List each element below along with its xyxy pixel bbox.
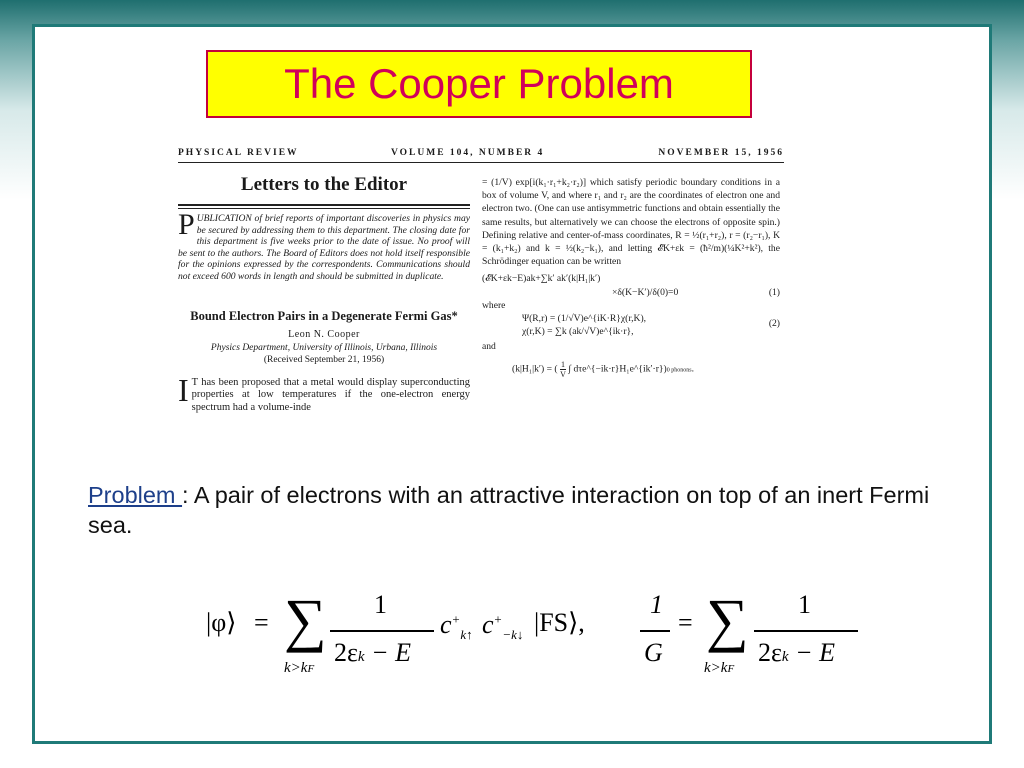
eq1-line2: ×δ(K−K′)/δ(0)=0 bbox=[612, 286, 679, 298]
sum-limit-right-sub: F bbox=[727, 663, 735, 675]
problem-statement bbox=[88, 480, 938, 540]
fraction-bar-g bbox=[640, 630, 670, 632]
sum-left: ∑ bbox=[284, 587, 327, 653]
den-left-minus-e: − E bbox=[364, 638, 412, 667]
denominator-left bbox=[334, 638, 411, 668]
eq3-fraction bbox=[560, 360, 566, 379]
article-author: Leon N. Cooper bbox=[288, 328, 360, 340]
denominator-right bbox=[758, 638, 835, 668]
creation-op-2 bbox=[482, 610, 523, 643]
and-label: and bbox=[482, 341, 496, 353]
eq1-line1: (𝓔K+εk−E)ak+∑k′ ak′(k|H₁|k′) bbox=[482, 273, 601, 285]
article-body bbox=[178, 371, 470, 415]
den-right-sub: k bbox=[781, 649, 789, 665]
eq3-integral: ∫ dτe^{−ik·r}H₁e^{ik′·r} bbox=[568, 363, 664, 375]
fraction-bar-left bbox=[330, 630, 434, 632]
fraction-bar-right bbox=[754, 630, 858, 632]
article-title: Bound Electron Pairs in a Degenerate Fermi Gas* bbox=[190, 308, 458, 323]
c2-sub: −k↓ bbox=[502, 627, 524, 643]
body-text: T has been proposed that a metal would display superconducting properties at low temperatures if the one-electron energy spectrum had a volume-inde bbox=[191, 376, 470, 413]
denominator-g: G bbox=[644, 638, 663, 667]
sum-limit-right bbox=[704, 660, 734, 677]
paper-left-column bbox=[178, 172, 470, 414]
right-column-text: = (1/V) exp[i(k₁·r₁+k₂·r₂)] which satisfy periodic boundary conditions in a box of volume V, and where r₁ and r₂ are the coordinates of electron one and electron two. (One can use antisymmetric functions and obtain essentially the same results, but alternatively we can choose the electrons of opposite spin.) Defining relative and center-of-mass coordinates, R = ½(r₁+r₂), r = (r₂−r₁), K = (k₁+k₂) and k = ½(k₂−k₁), and letting 𝓔K+εk = (ħ²/m)(¼K²+k²), the Schrödinger equation can be written bbox=[482, 177, 780, 268]
equals-left: = bbox=[254, 608, 269, 637]
journal-name: PHYSICAL REVIEW bbox=[178, 148, 299, 158]
paper-right-column bbox=[482, 176, 780, 379]
eq3-left: (k|H₁|k′) = ( bbox=[512, 363, 558, 375]
eq2-line1: Ψ(R,r) = (1/√V)e^{iK·R}χ(r,K), bbox=[522, 313, 647, 325]
eq2-line2: χ(r,K) = ∑k (ak/√V)e^{ik·r}, bbox=[522, 326, 634, 338]
equation-1 bbox=[482, 272, 780, 285]
scan-fade bbox=[176, 452, 786, 464]
eq3-frac-den: V bbox=[560, 369, 566, 379]
eq2-number: (2) bbox=[768, 318, 780, 330]
den-left-eps: 2ε bbox=[334, 638, 358, 667]
sum-limit-left bbox=[284, 660, 314, 677]
eq1-number: (1) bbox=[768, 286, 780, 298]
header-rule bbox=[178, 162, 784, 163]
eq3-period: . bbox=[691, 363, 694, 375]
den-left-sub: k bbox=[357, 649, 365, 665]
paper-scan bbox=[176, 142, 786, 464]
equals-right: = bbox=[678, 608, 693, 637]
ket-phi: |φ⟩ bbox=[206, 608, 237, 637]
equation-1-cont bbox=[482, 286, 780, 299]
numerator-left: 1 bbox=[374, 590, 387, 619]
sum-right: ∑ bbox=[706, 587, 749, 653]
creation-op-1 bbox=[440, 610, 473, 643]
problem-colon: : bbox=[182, 482, 194, 508]
editorial-notice bbox=[178, 208, 470, 283]
section-rule bbox=[178, 204, 470, 209]
sum-limit-left-text: k>k bbox=[284, 660, 308, 676]
eq3-frac-num: 1 bbox=[561, 359, 566, 369]
notice-dropcap: P bbox=[178, 208, 195, 241]
sum-limit-right-text: k>k bbox=[704, 660, 728, 676]
where-label: where bbox=[482, 299, 506, 311]
numerator-g: 1 bbox=[650, 590, 663, 619]
eq3-right: ) bbox=[663, 363, 667, 375]
problem-label: Problem bbox=[88, 482, 183, 508]
journal-volume: VOLUME 104, NUMBER 4 bbox=[391, 148, 545, 158]
body-dropcap: I bbox=[178, 371, 189, 408]
c1: c bbox=[440, 610, 452, 639]
c1-sup: + bbox=[451, 611, 461, 627]
c2: c bbox=[482, 610, 494, 639]
numerator-right: 1 bbox=[798, 590, 811, 619]
problem-text: A pair of electrons with an attractive interaction on top of an inert Fermi sea. bbox=[88, 482, 930, 538]
den-right-minus-e: − E bbox=[788, 638, 836, 667]
c1-sub: k↑ bbox=[460, 627, 473, 643]
cooper-equations bbox=[200, 586, 900, 696]
article-affiliation: Physics Department, University of Illinois, Urbana, Illinois bbox=[210, 342, 438, 353]
sum-limit-left-sub: F bbox=[307, 663, 315, 675]
section-title: Letters to the Editor bbox=[240, 174, 408, 195]
equation-3 bbox=[482, 360, 780, 379]
article-received: (Received September 21, 1956) bbox=[263, 354, 385, 365]
journal-date: NOVEMBER 15, 1956 bbox=[658, 148, 784, 158]
notice-text: UBLICATION of brief reports of important discoveries in physics may be secured by addressing them to this department. The closing date for this department is five weeks prior to the date of issue. No proof will be sent to the authors. The Board of Editors does not hold itself responsible for the opinions expressed by the correspondents. Communications should not exceed 600 words in length and should be submitted in duplicate. bbox=[178, 213, 470, 282]
den-right-eps: 2ε bbox=[758, 638, 782, 667]
c2-sup: + bbox=[493, 611, 503, 627]
equation-2a bbox=[482, 312, 780, 325]
ket-fs: |FS⟩, bbox=[534, 608, 585, 637]
slide-title: The Cooper Problem bbox=[206, 50, 752, 118]
eq3-subscript: 0 phonons bbox=[666, 367, 692, 374]
